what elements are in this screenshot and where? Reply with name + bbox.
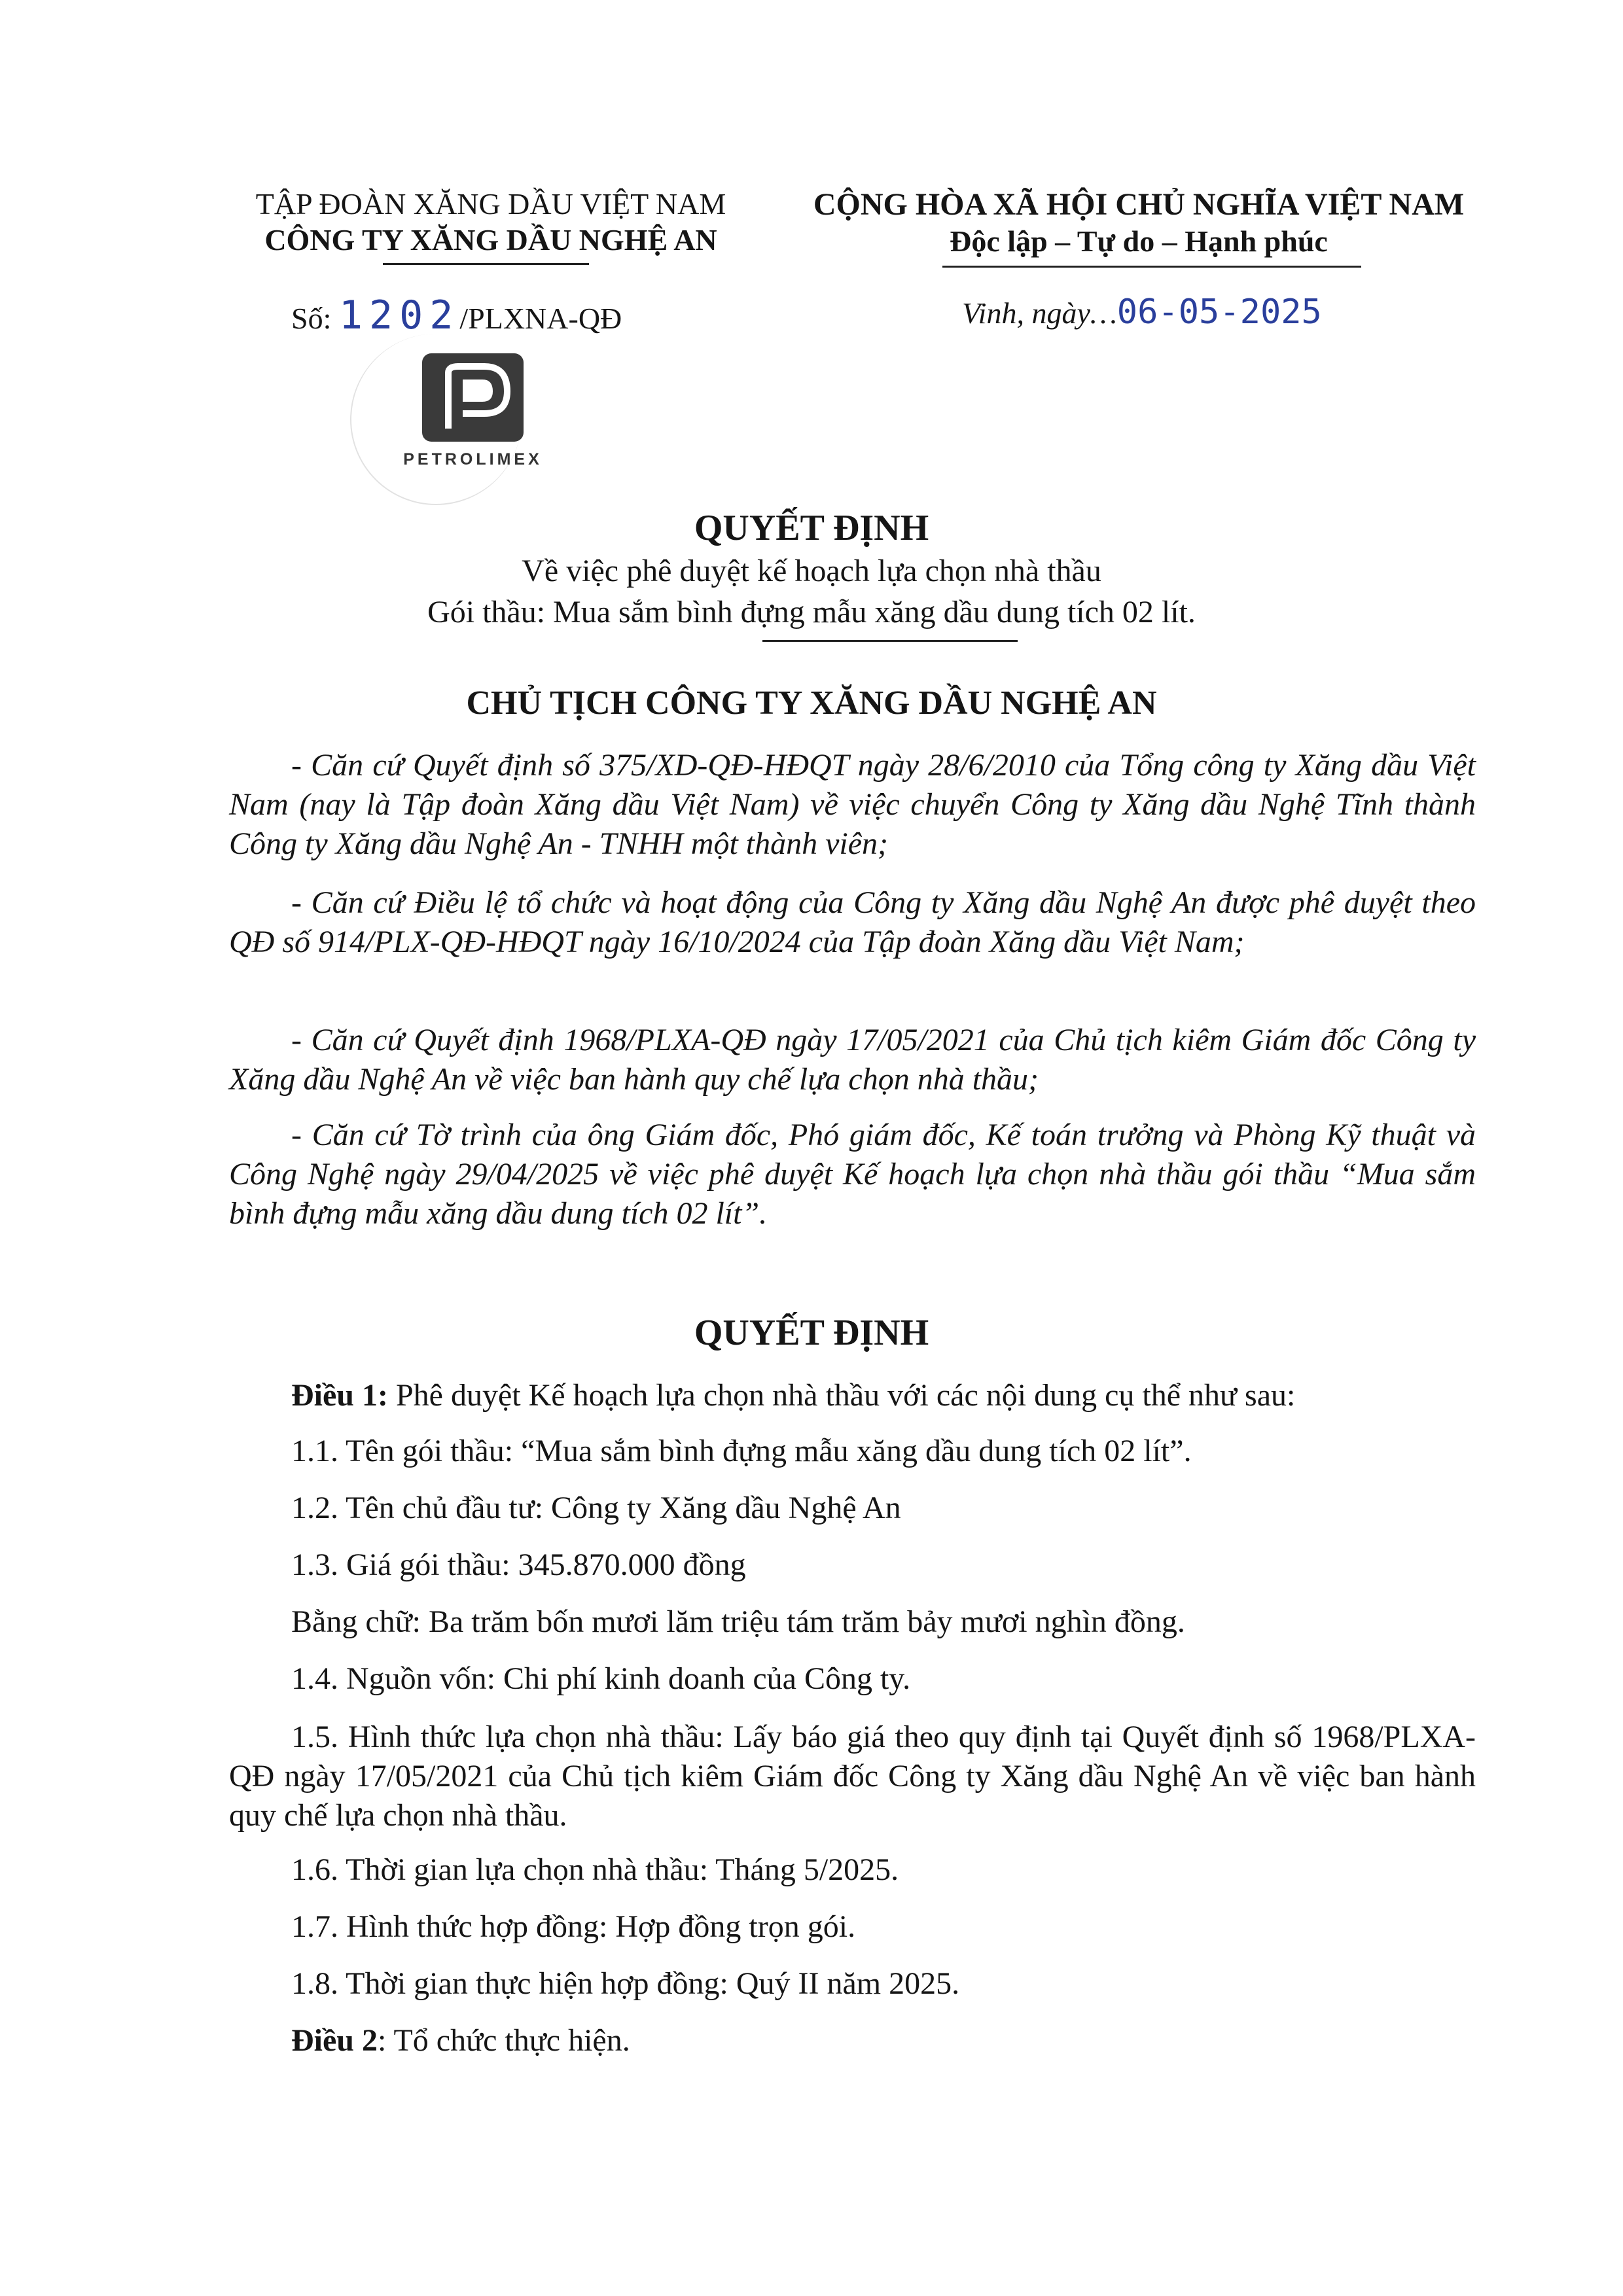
article-item: 1.7. Hình thức hợp đồng: Hợp đồng trọn gói. [291,1909,856,1944]
article-item: 1.4. Nguồn vốn: Chi phí kinh doanh của Công ty. [291,1661,911,1696]
document-number [291,292,622,338]
package-name: Gói thầu: Mua sắm bình đựng mẫu xăng dầu dung tích 02 lít. [427,595,1196,629]
decision-heading: QUYẾT ĐỊNH [694,1313,929,1353]
article-item: 1.6. Thời gian lựa chọn nhà thầu: Tháng 5/2025. [291,1852,899,1887]
document-number-handwritten: 1202 [338,292,460,338]
nation-name: CỘNG HÒA XÃ HỘI CHỦ NGHĨA VIỆT NAM [813,187,1465,222]
decision-subject: Về việc phê duyệt kế hoạch lựa chọn nhà thầu [522,554,1101,588]
article-item: 1.1. Tên gói thầu: “Mua sắm bình đựng mẫu xăng dầu dung tích 02 lít”. [291,1434,1192,1468]
article-2 [229,2022,1538,2058]
title-underline [762,640,1018,642]
petrolimex-logo-icon [422,353,524,442]
article-2-text: : Tổ chức thực hiện. [378,2023,630,2058]
logo-wordmark: PETROLIMEX [403,450,543,468]
article-1 [229,1377,1538,1413]
document-number-suffix: /PLXNA-QĐ [459,302,622,335]
motto-underline [942,266,1361,268]
date-dots: … [1090,296,1117,330]
article-item: 1.5. Hình thức lựa chọn nhà thầu: Lấy báo giá theo quy định tại Quyết định số 1968/PLXA-QĐ ngày 17/05/2021 của Chủ tịch kiêm Giám đốc Công ty Xăng dầu Nghệ An về việc ban hành quy chế lựa chọn nhà thầu. [229,1720,1476,1833]
article-1-text: Phê duyệt Kế hoạch lựa chọn nhà thầu với các nội dung cụ thể như sau: [387,1378,1296,1413]
legal-basis: - Căn cứ Quyết định 1968/PLXA-QĐ ngày 17/05/2021 của Chủ tịch kiêm Giám đốc Công ty Xăng dầu Nghệ An về việc ban hành quy chế lựa chọn nhà thầu; [229,1023,1476,1097]
issuer-title: CHỦ TỊCH CÔNG TY XĂNG DẦU NGHỆ AN [466,684,1157,722]
decision-title: QUYẾT ĐỊNH [694,508,929,548]
parent-organization: TẬP ĐOÀN XĂNG DẦU VIỆT NAM [255,187,726,221]
article-2-label: Điều 2 [291,2023,378,2058]
company-underline [383,263,589,265]
article-item: 1.8. Thời gian thực hiện hợp đồng: Quý II năm 2025. [291,1966,960,2001]
article-item: 1.2. Tên chủ đầu tư: Công ty Xăng dầu Nghệ An [291,1491,901,1525]
article-item: 1.3. Giá gói thầu: 345.870.000 đồng [291,1547,746,1582]
issue-date [962,292,1322,332]
document-number-label: Số: [291,302,332,335]
article-item: Bằng chữ: Ba trăm bốn mươi lăm triệu tám trăm bảy mươi nghìn đồng. [291,1604,1185,1639]
nation-motto: Độc lập – Tự do – Hạnh phúc [950,224,1328,258]
legal-basis: - Căn cứ Tờ trình của ông Giám đốc, Phó giám đốc, Kế toán trưởng và Phòng Kỹ thuật và Công Nghệ ngày 29/04/2025 về việc phê duyệt Kế hoạch lựa chọn nhà thầu gói thầu “Mua sắm bình đựng mẫu xăng dầu dung tích 02 lít”. [229,1118,1476,1231]
legal-basis: - Căn cứ Điều lệ tổ chức và hoạt động của Công ty Xăng dầu Nghệ An được phê duyệt theo QĐ số 914/PLX-QĐ-HĐQT ngày 16/10/2024 của Tập đoàn Xăng dầu Việt Nam; [229,885,1476,959]
date-handwritten: 06-05-2025 [1116,292,1322,332]
legal-basis: - Căn cứ Quyết định số 375/XD-QĐ-HĐQT ngày 28/6/2010 của Tổng công ty Xăng dầu Việt Nam (nay là Tập đoàn Xăng dầu Việt Nam) về việc chuyển Công ty Xăng dầu Nghệ Tĩnh thành Công ty Xăng dầu Nghệ An - TNHH một thành viên; [229,748,1476,861]
date-prefix: Vinh, ngày [962,296,1090,330]
article-1-label: Điều 1: [291,1378,388,1413]
company-name: CÔNG TY XĂNG DẦU NGHỆ AN [264,223,717,256]
